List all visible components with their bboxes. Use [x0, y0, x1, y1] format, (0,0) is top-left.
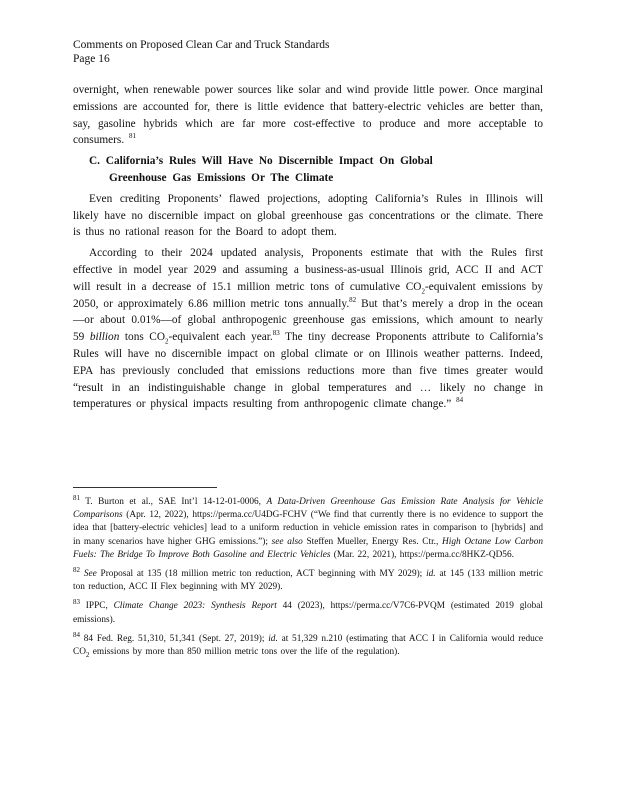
- paragraph-3: According to their 2024 updated analysis, Proponents estimate that with the Rules first effective in model year 2029 and assuming a business-as-usual Illinois grid, ACC II and ACT will result in a decrease of 15.1 million metric tons of cumulative $CO_2$-equivalent emissions by 2050, or approximately 6.86 million metric tons annually.$^{82}$ But that’s merely a drop in the ocean—or about 0.01%—of global anthropogenic greenhouse gas emissions, which amount to nearly 59 billion tons $CO_2$-equivalent each year.$^{83}$ The tiny decrease Proponents attribute to California’s Rules will have no discernible impact on global climate or on Illinois weather patterns. Indeed, EPA has previously concluded that emissions reductions more than five times greater would “result in an indistinguishable change in global temperatures and … likely no change in temperatures or physical impacts resulting from anthropogenic climate change.” $^{84}$: [73, 247, 543, 411]
- header-page-number: Page 16: [73, 53, 110, 65]
- header-title: Comments on Proposed Clean Car and Truck Standards: [73, 39, 330, 51]
- footnote-separator: [73, 487, 217, 488]
- section-heading-c: [73, 153, 543, 187]
- paragraph-2: Even crediting Proponents’ flawed projections, adopting California’s Rules in Illinois will likely have no discernible impact on global greenhouse gas concentrations or the climate. There is thus no rational reason for the Board to adopt them.: [73, 192, 543, 239]
- page-header: [73, 38, 330, 66]
- body-text: [73, 82, 543, 413]
- paragraph-1: overnight, when renewable power sources like solar and wind provide little power. Once marginal emissions are accounted for, there is little evidence that battery-electric vehicles are better than, say, gasoline hybrids which are far more cost-effective to produce and more acceptable to consumers. $^{81}$: [73, 84, 543, 147]
- heading-line-1: C. California’s Rules Will Have No Discernible Impact On Global: [89, 155, 433, 168]
- footnote-ref-81[interactable]: 81: [128, 132, 136, 141]
- footnote-84: $^{84}$ 84 Fed. Reg. 51,310, 51,341 (Sept. 27, 2019); id. at 51,329 n.210 (estimating that ACC I in California would reduce $CO_2$ emissions by more than 850 million metric tons over the life of the regulation).: [73, 630, 543, 659]
- footnote-83: $^{83}$ IPPC, Climate Change 2023: Synthesis Report 44 (2023), https://perma.cc/V7C6-PVQM (estimated 2019 global emissions).: [73, 598, 544, 625]
- footnotes: [73, 493, 544, 665]
- footnote-82: $^{82}$ See Proposal at 135 (18 million metric ton reduction, ACT beginning with MY 2029); id. at 145 (133 million metric ton reduction, ACC II Flex beginning with MY 2029).: [73, 565, 543, 593]
- heading-line-2: Greenhouse Gas Emissions Or The Climate: [109, 171, 334, 184]
- footnote-ref-82[interactable]: 82: [349, 295, 357, 304]
- footnote-ref-83[interactable]: 83: [272, 329, 280, 338]
- footnote-81: $^{81}$ T. Burton et al., SAE Int’l 14-12-01-0006, A Data-Driven Greenhouse Gas Emission Rate Analysis for Vehicle Comparisons (Apr. 12, 2022), https://perma.cc/U4DG-FCHV (“We find that currently there is no evidence to support the idea that [battery-electric vehicles] lead to a uniform reduction in vehicle emission rates in comparison to [hybrids] and in many scenarios have higher GHG emissions.”); see also Steffen Mueller, Energy Res. Ctr., High Octane Low Carbon Fuels: The Bridge To Improve Both Gasoline and Electric Vehicles (Mar. 22, 2021), https://perma.cc/8HKZ-QD56.: [73, 493, 544, 560]
- footnote-ref-84[interactable]: 84: [456, 396, 464, 405]
